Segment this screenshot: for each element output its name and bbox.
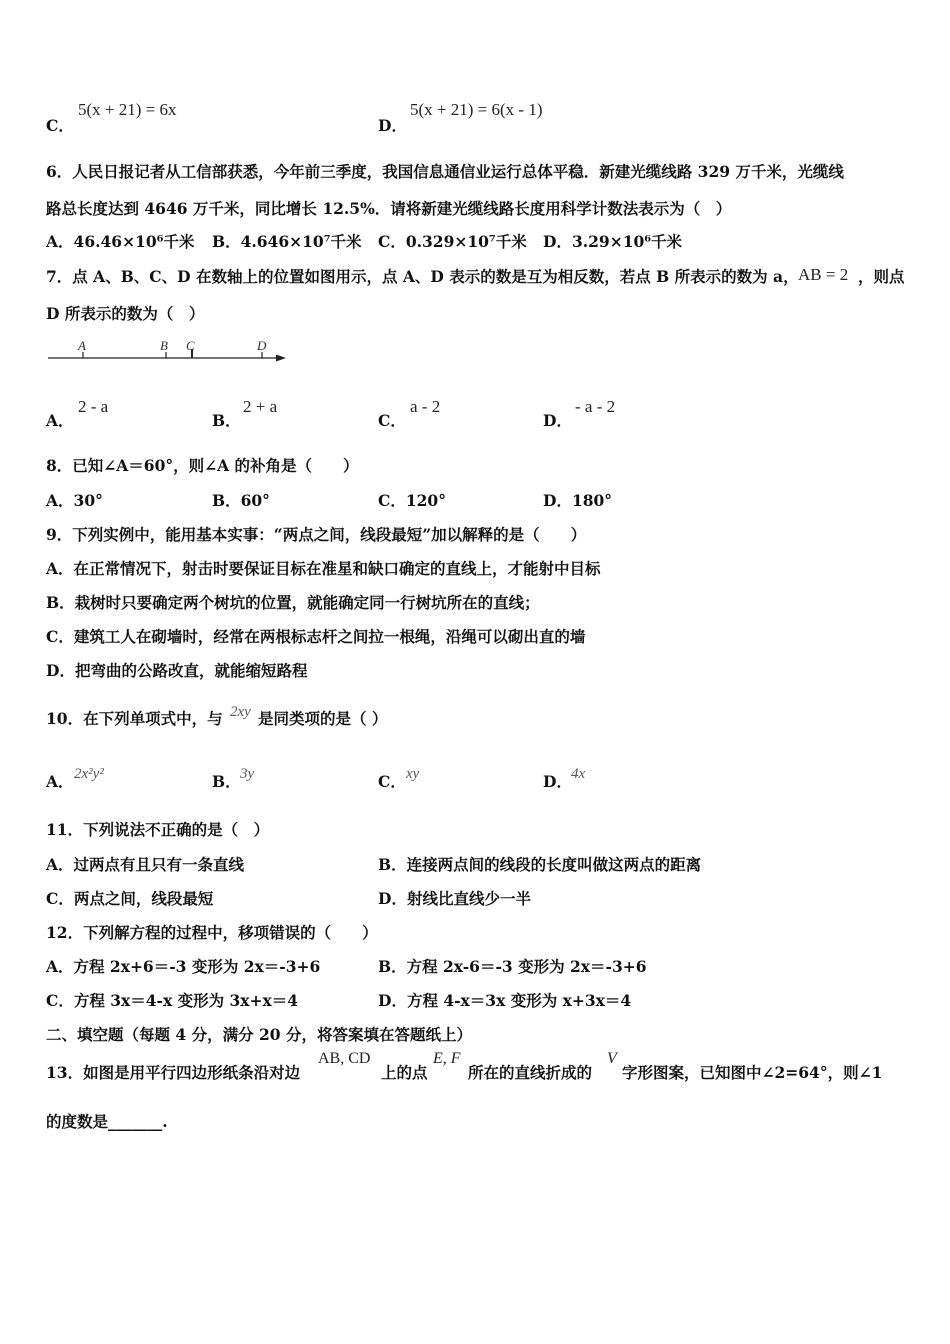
q9-option-c: C．建筑工人在砌墙时，经常在两根标志杆之间拉一根绳，沿绳可以砌出直的墙: [46, 627, 586, 646]
q5-option-c-label: C．: [46, 116, 74, 135]
q11-option-c: C．两点之间，线段最短: [46, 889, 214, 908]
q7-option-b-label: B．: [212, 411, 241, 430]
q6-option-a: A．46.46×10⁶千米: [46, 232, 195, 251]
point-label-d: D: [257, 338, 267, 353]
section-heading-fill-in: 二、填空题（每题 4 分，满分 20 分，将答案填在答题纸上）: [46, 1025, 472, 1044]
q11-option-d: D．射线比直线少一半: [378, 889, 531, 908]
q10-stem-end: 是同类项的是（ ）: [258, 709, 388, 728]
q10-stem-expr: 2xy: [230, 704, 251, 720]
q11-option-b: B．连接两点间的线段的长度叫做这两点的距离: [378, 855, 702, 874]
point-label-a: A: [78, 338, 86, 353]
q10-option-c-label: C．: [378, 772, 406, 791]
q6-option-d: D．3.29×10⁶千米: [543, 232, 683, 251]
q13-answer-line: 的度数是_______.: [46, 1112, 168, 1131]
q7-option-c-label: C．: [378, 411, 406, 430]
q8-option-b: B．60°: [212, 491, 270, 510]
q7-option-d-label: D．: [543, 411, 572, 430]
q10-option-c-expr: xy: [406, 766, 420, 782]
q12-option-c: C．方程 3x＝4-x 变形为 3x+x＝4: [46, 991, 299, 1010]
q13-text-part3: 所在的直线折成的: [468, 1063, 593, 1082]
q6-option-b: B．4.646×10⁷千米: [212, 232, 362, 251]
number-line-figure: [46, 336, 288, 368]
q10-option-d-label: D．: [543, 772, 572, 791]
point-label-c: C: [186, 338, 195, 353]
q7-stem-line1-tail: ，则点: [858, 267, 905, 286]
q10-stem-start: 10．在下列单项式中，与: [46, 709, 223, 728]
q10-option-b-label: B．: [212, 772, 241, 791]
q5-option-d-label: D．: [378, 116, 407, 135]
q9-option-a: A．在正常情况下，射击时要保证目标在准星和缺口确定的直线上，才能射中目标: [46, 559, 601, 578]
q13-expr-e-f: E, F: [433, 1050, 461, 1067]
q7-option-a-expr: 2 - a: [78, 397, 109, 416]
q13-text-part4: 字形图案，已知图中∠2=64°，则∠1: [622, 1063, 883, 1082]
q7-option-c-expr: a - 2: [410, 397, 441, 416]
q12-option-a: A．方程 2x+6＝-3 变形为 2x＝-3+6: [46, 957, 321, 976]
q12-option-d: D．方程 4-x＝3x 变形为 x+3x＝4: [378, 991, 632, 1010]
q11-option-a: A．过两点有且只有一条直线: [46, 855, 245, 874]
q12-stem: 12．下列解方程的过程中，移项错误的（ ）: [46, 923, 378, 942]
q9-option-d: D．把弯曲的公路改直，就能缩短路程: [46, 661, 308, 680]
q8-option-d: D．180°: [543, 491, 613, 510]
point-label-b: B: [160, 338, 168, 353]
q8-option-c: C．120°: [378, 491, 446, 510]
q13-text-part2: 上的点: [381, 1063, 428, 1082]
q10-option-b-expr: 3y: [240, 766, 255, 782]
q5-option-d-expr: 5(x + 21) = 6(x - 1): [410, 100, 543, 119]
q13-expr-ab-cd: AB, CD: [318, 1050, 371, 1067]
q7-ab-expr: AB = 2: [798, 265, 849, 284]
q9-stem: 9．下列实例中，能用基本实事：“两点之间，线段最短”加以解释的是（ ）: [46, 525, 587, 544]
q8-stem: 8．已知∠A＝60°，则∠A 的补角是（ ）: [46, 456, 359, 475]
q11-stem: 11．下列说法不正确的是（ ）: [46, 820, 270, 839]
q7-option-a-label: A．: [46, 411, 74, 430]
q9-option-b: B．栽树时只要确定两个树坑的位置，就能确定同一行树坑所在的直线；: [46, 593, 540, 612]
q12-option-b: B．方程 2x-6＝-3 变形为 2x＝-3+6: [378, 957, 647, 976]
q6-stem-line1: 6．人民日报记者从工信部获悉，今年前三季度，我国信息通信业运行总体平稳．新建光缆线路 329 万千米，光缆线: [46, 162, 844, 181]
q6-stem-line2: 路总长度达到 4646 万千米，同比增长 12.5%．请将新建光缆线路长度用科学计数法表示为（ ）: [46, 199, 732, 218]
q7-stem-line2: D 所表示的数为（ ）: [46, 304, 205, 323]
q7-option-d-expr: - a - 2: [575, 397, 616, 416]
number-line-arrow-icon: [276, 355, 286, 362]
q7-option-b-expr: 2 + a: [243, 397, 278, 416]
q8-option-a: A．30°: [46, 491, 103, 510]
q7-stem-line1: 7．点 A、B、C、D 在数轴上的位置如图用示，点 A、D 表示的数是互为相反数，若点 B 所表示的数为 a，: [46, 267, 799, 286]
q10-option-d-expr: 4x: [571, 766, 586, 782]
q10-option-a-expr: 2x²y²: [74, 766, 104, 782]
q5-option-c-expr: 5(x + 21) = 6x: [78, 100, 177, 119]
q13-text-part1: 13．如图是用平行四边形纸条沿对边: [46, 1063, 301, 1082]
q13-expr-v: V: [607, 1050, 617, 1067]
q10-option-a-label: A．: [46, 772, 74, 791]
q6-option-c: C．0.329×10⁷千米: [378, 232, 527, 251]
